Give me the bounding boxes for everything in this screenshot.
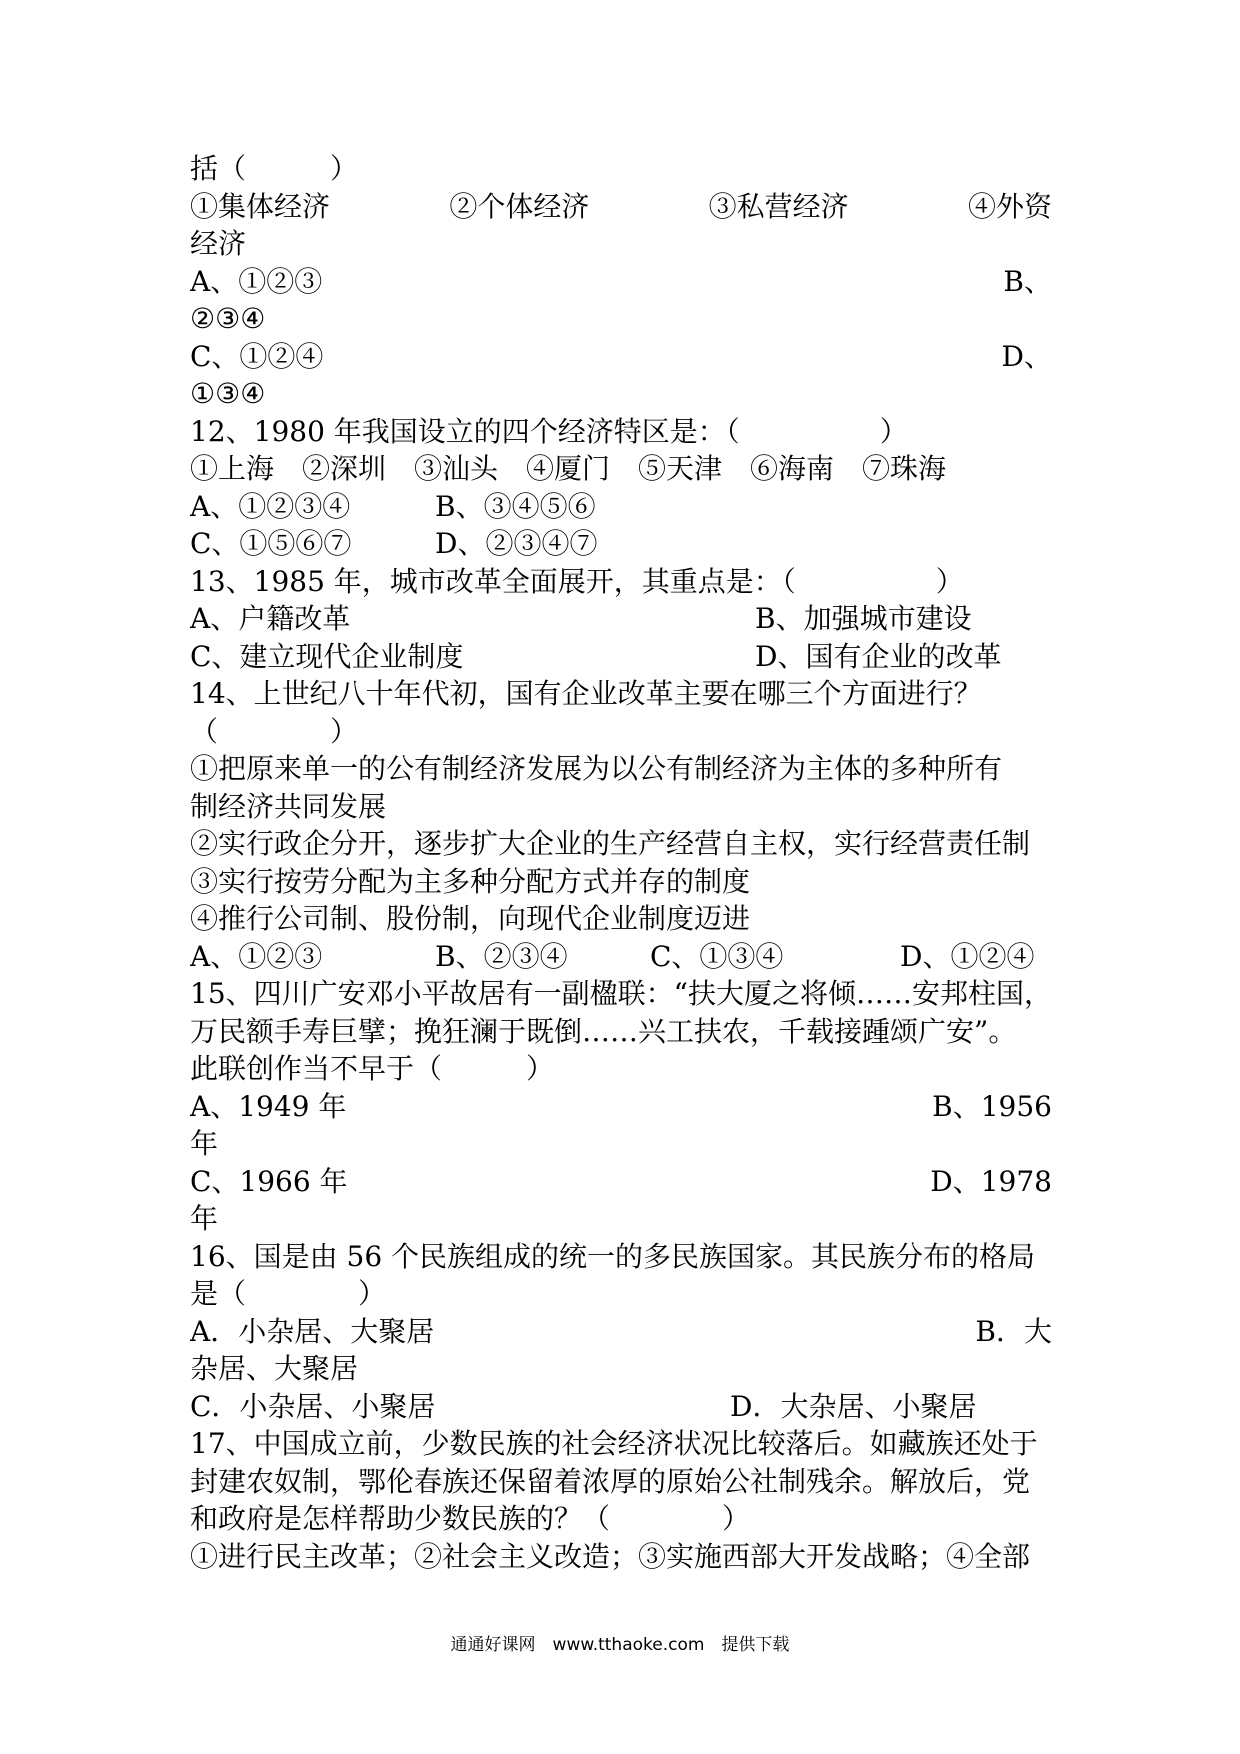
option-d: D．大杂居、小聚居 [730, 1389, 977, 1423]
text-line: ①上海 ②深圳 ③汕头 ④厦门 ⑤天津 ⑥海南 ⑦珠海 [190, 452, 947, 485]
option-b: B、1956 [932, 1089, 1052, 1123]
options-row [190, 600, 1052, 638]
text-line: ③实行按劳分配为主多种分配方式并存的制度 [190, 864, 751, 898]
option-a: A、1949 年 [190, 1089, 347, 1123]
text-line: 年 [190, 1127, 219, 1160]
text-line: 年 [190, 1202, 219, 1235]
text-line: 杂居、大聚居 [190, 1352, 359, 1385]
option-c: C、建立现代企业制度 [190, 639, 464, 673]
option-a: A、①②③ [190, 264, 323, 298]
option: ②个体经济 [449, 189, 590, 223]
option: ①集体经济 [190, 189, 331, 223]
text-line: ②③④ [190, 302, 266, 335]
option-d: D、①②④ [900, 939, 1035, 973]
text-line: ④推行公司制、股份制，向现代企业制度迈进 [190, 902, 751, 935]
page-footer: 通通好课网 www.tthaoke.com 提供下载 [450, 1635, 790, 1655]
question-13: 13、1985 年，城市改革全面展开，其重点是：（ ） [190, 564, 964, 598]
option-d: D、1978 [930, 1164, 1052, 1198]
option: ④外资 [967, 189, 1052, 223]
question-15: 15、四川广安邓小平故居有一副楹联：“扶大厦之将倾……安邦柱国， [190, 977, 1052, 1010]
text-line: 是（ ） [190, 1277, 387, 1310]
options-row [190, 638, 1052, 676]
option-b: B．大 [975, 1314, 1052, 1348]
text-line: 万民额手寿巨擘；挽狂澜于既倒……兴工扶农，千载接踵颂广安”。 [190, 1014, 1017, 1048]
option-a: A．小杂居、大聚居 [190, 1314, 435, 1348]
option-c: C、①③④ [650, 939, 784, 973]
options-row [190, 525, 1052, 563]
text-line: ①③④ [190, 377, 266, 410]
options-row [190, 188, 1052, 226]
text-line: ②实行政企分开，逐步扩大企业的生产经营自主权，实行经营责任制 [190, 827, 1031, 860]
option: ③私营经济 [708, 189, 849, 223]
option-b: B、③④⑤⑥ [435, 489, 596, 523]
option-b: B、 [1003, 264, 1052, 298]
text-line: 经济 [190, 227, 247, 260]
option-c: C、1966 年 [190, 1164, 348, 1198]
document-body [190, 150, 1052, 1575]
question-17: 17、中国成立前，少数民族的社会经济状况比较落后。如藏族还处于 [190, 1427, 1038, 1460]
option-b: B、加强城市建设 [755, 602, 972, 635]
option-c: C．小杂居、小聚居 [190, 1389, 436, 1423]
question-14: 14、上世纪八十年代初，国有企业改革主要在哪三个方面进行？ [190, 677, 982, 710]
text-line: （ ） [190, 714, 359, 748]
text-line: ①进行民主改革；②社会主义改造；③实施西部大开发战略；④全部 [190, 1539, 1031, 1573]
option-d: D、②③④⑦ [435, 527, 598, 560]
question-16: 16、国是由 56 个民族组成的统一的多民族国家。其民族分布的格局 [190, 1239, 1036, 1273]
text-line: 此联创作当不早于（ ） [190, 1052, 555, 1085]
option-d: D、国有企业的改革 [755, 639, 1002, 673]
options-row [190, 1088, 1052, 1126]
option-d: D、 [1001, 339, 1052, 373]
option-a: A、①②③④ [190, 489, 351, 523]
option-c: C、①②④ [190, 339, 324, 373]
options-row [190, 488, 1052, 526]
text-line: ①把原来单一的公有制经济发展为以公有制经济为主体的多种所有 [190, 752, 1003, 785]
options-row [190, 1388, 1052, 1426]
options-row [190, 338, 1052, 376]
text-line: 和政府是怎样帮助少数民族的？（ ） [190, 1502, 751, 1535]
options-row [190, 1313, 1052, 1351]
option-c: C、①⑤⑥⑦ [190, 527, 352, 560]
option-a: A、①②③ [190, 939, 323, 973]
option-b: B、②③④ [435, 939, 568, 973]
options-row [190, 263, 1052, 301]
options-row [190, 1163, 1052, 1201]
options-row [190, 938, 1052, 976]
text-line: 封建农奴制，鄂伦春族还保留着浓厚的原始公社制残余。解放后，党 [190, 1464, 1031, 1498]
option-a: A、户籍改革 [190, 602, 351, 635]
text-line: 括（ ） [190, 152, 359, 185]
text-line: 制经济共同发展 [190, 789, 387, 823]
question-12: 12、1980 年我国设立的四个经济特区是：（ ） [190, 414, 908, 448]
